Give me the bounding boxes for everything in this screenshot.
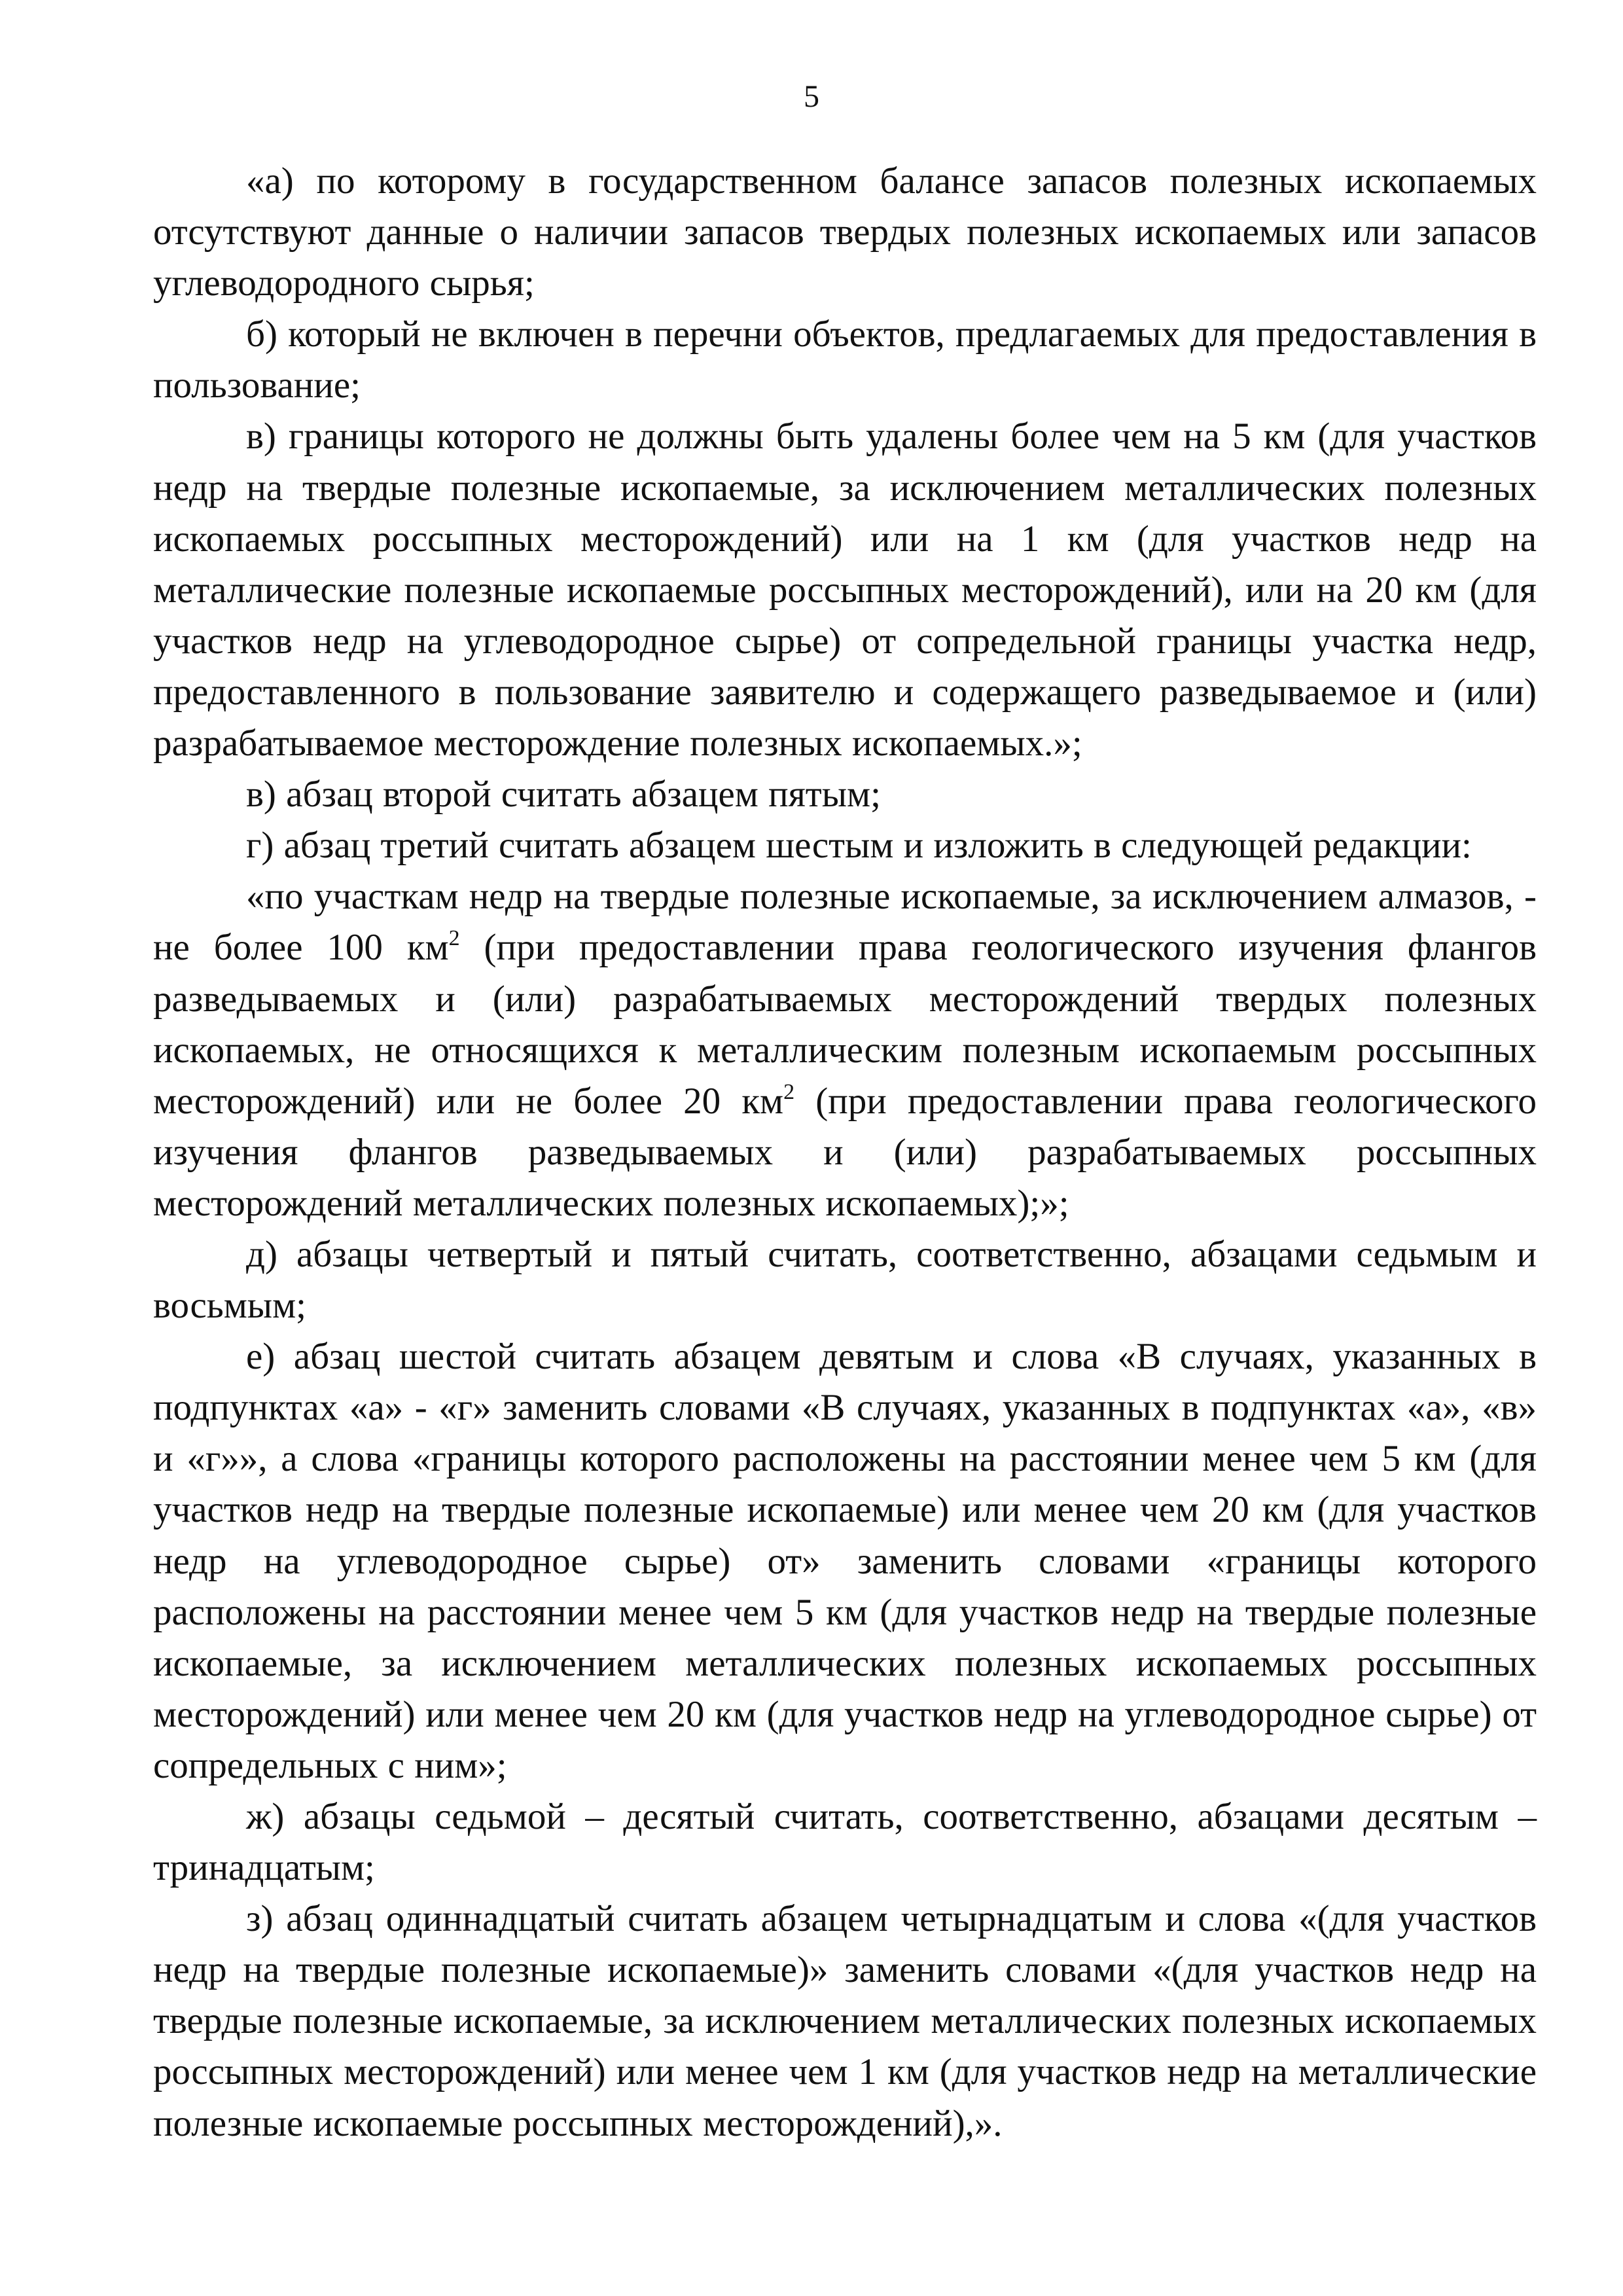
paragraph-g: г) абзац третий считать абзацем шестым и изложить в следующей редакции: (246, 825, 1472, 867)
quote-almaz-part-3: (при предоставлении права геологического изучения флангов разведываемых и (или) разрабатываемых россыпных месторождений металлических полезных ископаемых);»; (153, 1080, 1537, 1224)
paragraph-a: «а) по которому в государственном балансе запасов полезных ископаемых отсутствуют данные о наличии запасов твердых полезных ископаемых или запасов углеводородного сырья; (153, 160, 1537, 304)
paragraph-zh: ж) абзацы седьмой – десятый считать, соответственно, абзацами десятым – тринадцатым; (153, 1796, 1537, 1889)
quote-almaz-part-1: «по участкам недр на твердые полезные ископаемые, за исключением алмазов, - не более 100 км (153, 876, 1537, 969)
paragraph-v-boundaries: в) границы которого не должны быть удалены более чем на 5 км (для участков недр на твердые полезные ископаемые, за исключением металлических полезных ископаемых россыпных месторождений) или на 1 км (для участков недр на металлические полезные ископаемые россыпных месторождений), или на 20 км (для участков недр на углеводородное сырье) от сопредельной границы участка недр, предоставленного в пользование заявителю и содержащего разведываемое и (или) разрабатываемое месторождение полезных ископаемых.»; (153, 416, 1537, 764)
document-body (153, 156, 1537, 2149)
paragraph-d: д) абзацы четвертый и пятый считать, соответственно, абзацами седьмым и восьмым; (153, 1233, 1537, 1327)
quote-almaz-part-2: (при предоставлении права геологического изучения флангов разведываемых и (или) разрабатываемых месторождений твердых полезных ископаемых, не относящихся к металлическим полезным ископаемым россыпных месторождений) или не более 20 км (153, 927, 1537, 1122)
paragraph-e: е) абзац шестой считать абзацем девятым и слова «В случаях, указанных в подпунктах «а» - «г» заменить словами «В случаях, указанных в подпунктах «а», «в» и «г»», а слова «границы которого расположены на расстоянии менее чем 5 км (для участков недр на твердые полезные ископаемые) или менее чем 20 км (для участков недр на углеводородное сырье) от» заменить словами «границы которого расположены на расстоянии менее чем 5 км (для участков недр на твердые полезные ископаемые, за исключением металлических полезных ископаемых россыпных месторождений) или менее чем 20 км (для участков недр на углеводородное сырье) от сопредельных с ним»; (153, 1336, 1537, 1786)
superscript-squared-2: 2 (783, 1079, 795, 1104)
paragraph-quote-almaz (153, 871, 1537, 1229)
paragraph-b: б) который не включен в перечни объектов, предлагаемых для предоставления в пользование; (153, 314, 1537, 406)
superscript-squared-1: 2 (448, 926, 460, 951)
paragraph-v-second: в) абзац второй считать абзацем пятым; (246, 774, 881, 816)
paragraph-z: з) абзац одиннадцатый считать абзацем четырнадцатым и слова «(для участков недр на твердые полезные ископаемые)» заменить словами «(для участков недр на твердые полезные ископаемые, за исключением металлических полезных ископаемых россыпных месторождений) или менее чем 1 км (для участков недр на металлические полезные ископаемые россыпных месторождений),». (153, 1898, 1537, 2144)
page-number: 5 (804, 79, 819, 114)
